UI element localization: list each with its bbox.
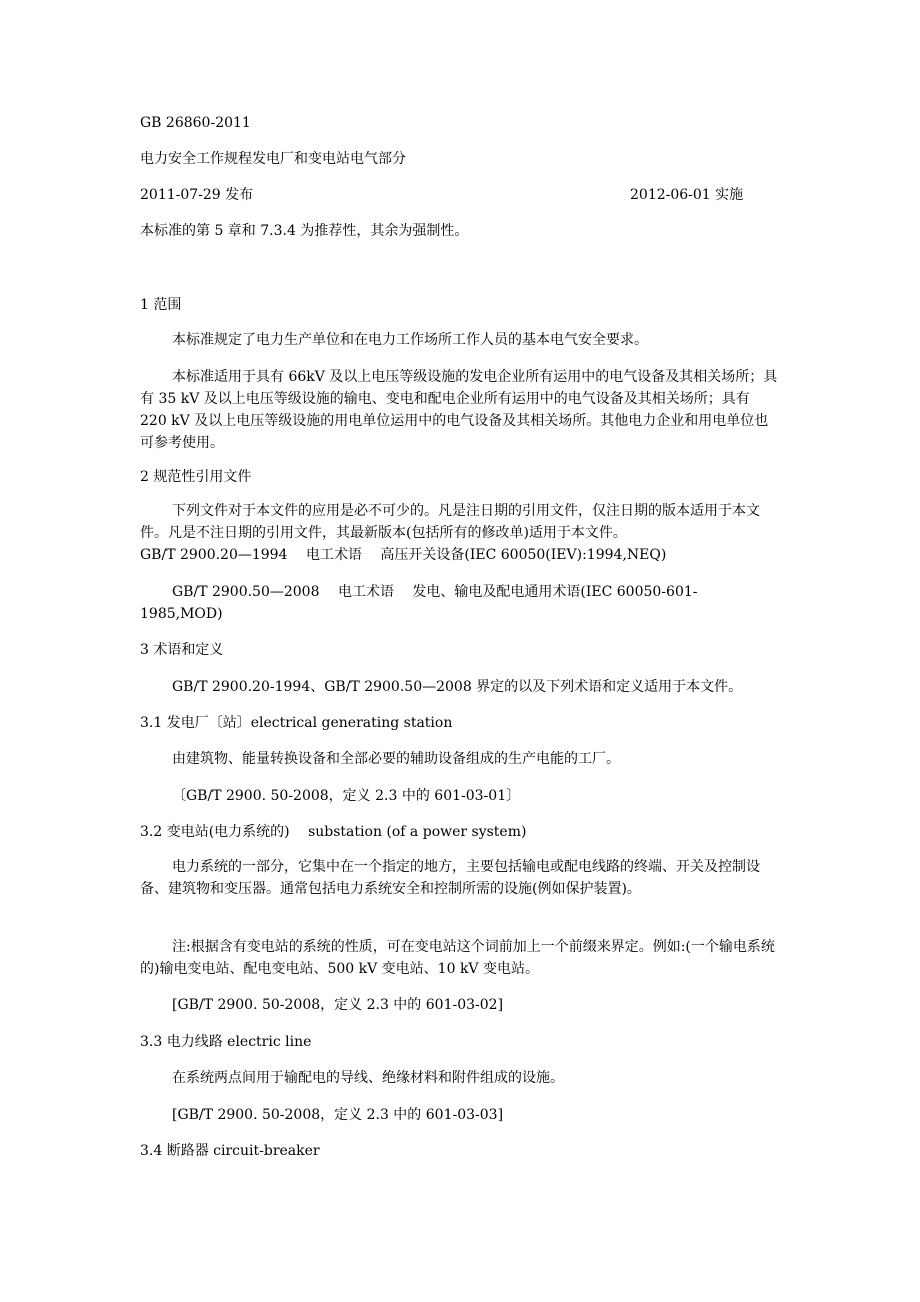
reference-2-line-2: 1985,MOD): [140, 606, 223, 622]
standard-code: GB 26860-2011: [140, 115, 251, 131]
section-3-heading: 3 术语和定义: [140, 642, 224, 658]
term-3-1-reference: 〔GB/T 2900. 50-2008，定义 2.3 中的 601-03-01〕: [172, 788, 521, 804]
section-2-paragraph-1: 下列文件对于本文件的应用是必不可少的。凡是注日期的引用文件，仅注日期的版本适用于本文件。凡是不注日期的引用文件，其最新版本(包括所有的修改单)适用于本文件。: [140, 503, 760, 541]
publish-date: 2011-07-29 发布: [140, 187, 254, 203]
term-3-2-note: 注:根据含有变电站的系统的性质，可在变电站这个词前加上一个前缀来界定。例如:(一个输电系统的)输电变电站、配电变电站、500 kV 变电站、10 kV 变电站。: [140, 939, 775, 977]
section-1-paragraph-1: 本标准规定了电力生产单位和在电力工作场所工作人员的基本电气安全要求。: [172, 332, 648, 348]
implement-date: 2012-06-01 实施: [630, 187, 744, 203]
term-3-4-heading: 3.4 断路器 circuit-breaker: [140, 1143, 320, 1159]
term-3-1-heading: 3.1 发电厂〔站〕electrical generating station: [140, 715, 453, 731]
section-1-paragraph-2: 本标准适用于具有 66kV 及以上电压等级设施的发电企业所有运用中的电气设备及其相关场所；具有 35 kV 及以上电压等级设施的输电、变电和配电企业所有运用中的电气设备及其相关场所；具有 220 kV 及以上电压等级设施的用电单位运用中的电气设备及其相关场所。其他电力企业和用电单位也可参考使用。: [140, 369, 778, 451]
section-3-intro: GB/T 2900.20-1994、GB/T 2900.50—2008 界定的以及下列术语和定义适用于本文件。: [172, 679, 743, 695]
term-3-2-definition: 电力系统的一部分，它集中在一个指定的地方，主要包括输电或配电线路的终端、开关及控制设备、建筑物和变压器。通常包括电力系统安全和控制所需的设施(例如保护装置)。: [140, 859, 760, 897]
section-1-heading: 1 范围: [140, 297, 182, 313]
term-3-3-heading: 3.3 电力线路 electric line: [140, 1034, 312, 1050]
term-3-3-definition: 在系统两点间用于输配电的导线、绝缘材料和附件组成的设施。: [172, 1070, 564, 1086]
mandatory-note: 本标准的第 5 章和 7.3.4 为推荐性，其余为强制性。: [140, 223, 469, 239]
reference-2-line-1: GB/T 2900.50—2008 电工术语 发电、输电及配电通用术语(IEC 60050-601-: [172, 584, 698, 600]
term-3-1-definition: 由建筑物、能量转换设备和全部必要的辅助设备组成的生产电能的工厂。: [172, 751, 620, 767]
document-title: 电力安全工作规程发电厂和变电站电气部分: [140, 151, 406, 167]
section-2-heading: 2 规范性引用文件: [140, 469, 252, 485]
term-3-3-reference: [GB/T 2900. 50-2008，定义 2.3 中的 601-03-03]: [172, 1107, 504, 1123]
term-3-2-reference: [GB/T 2900. 50-2008，定义 2.3 中的 601-03-02]: [172, 997, 504, 1013]
term-3-2-heading: 3.2 变电站(电力系统的) substation (of a power system): [140, 824, 527, 840]
reference-1: GB/T 2900.20—1994 电工术语 高压开关设备(IEC 60050(IEV):1994,NEQ): [140, 547, 667, 563]
